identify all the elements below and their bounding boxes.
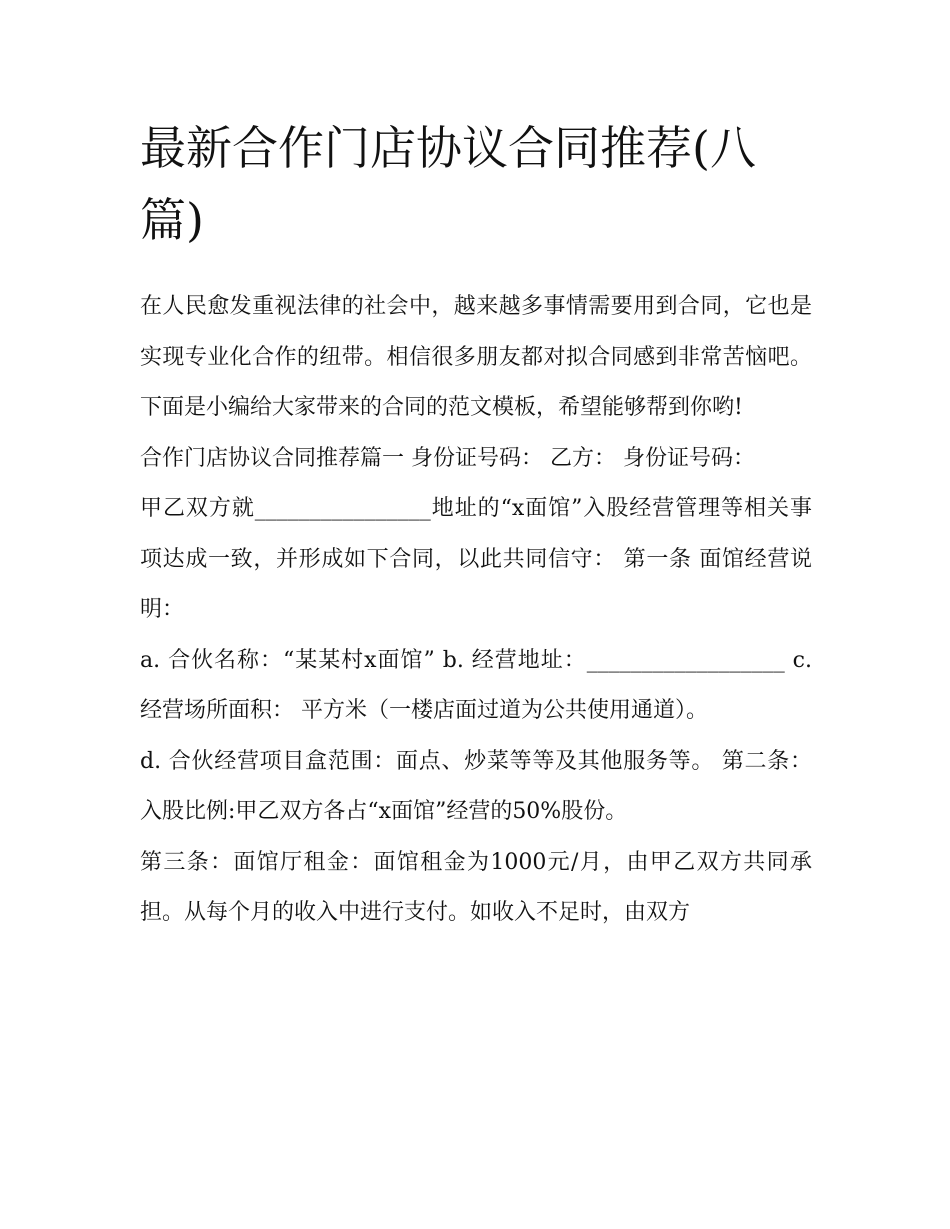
intro-paragraph: 在人民愈发重视法律的社会中，越来越多事情需要用到合同，它也是实现专业化合作的纽带。相信很多朋友都对拟合同感到非常苦恼吧。下面是小编给大家带来的合同的范文模板，希望能够帮到你哟! bbox=[140, 294, 812, 420]
agreement-preamble-paragraph: 甲乙双方就________________地址的“x面馆”入股经营管理等相关事项达成一致，并形成如下合同，以此共同信守： 第一条 面馆经营说明： bbox=[140, 496, 812, 622]
section-heading-paragraph: 合作门店协议合同推荐篇一 身份证号码： 乙方： 身份证号码： bbox=[140, 445, 755, 471]
document-body bbox=[140, 282, 812, 939]
scope-and-share-paragraph: d. 合伙经营项目盒范围：面点、炒菜等等及其他服务等。 第二条：入股比例:甲乙双方各占“x面馆”经营的50%股份。 bbox=[140, 748, 812, 824]
rent-clause-paragraph: 第三条：面馆厅租金：面馆租金为1000元/月，由甲乙双方共同承担。从每个月的收入中进行支付。如收入不足时，由双方 bbox=[140, 849, 812, 925]
business-info-paragraph: a. 合伙名称：“某某村x面馆” b. 经营地址：__________________ c. 经营场所面积： 平方米（一楼店面过道为公共使用通道）。 bbox=[140, 647, 812, 723]
document-title: 最新合作门店协议合同推荐(八篇) bbox=[140, 121, 756, 247]
document-page bbox=[140, 112, 812, 939]
